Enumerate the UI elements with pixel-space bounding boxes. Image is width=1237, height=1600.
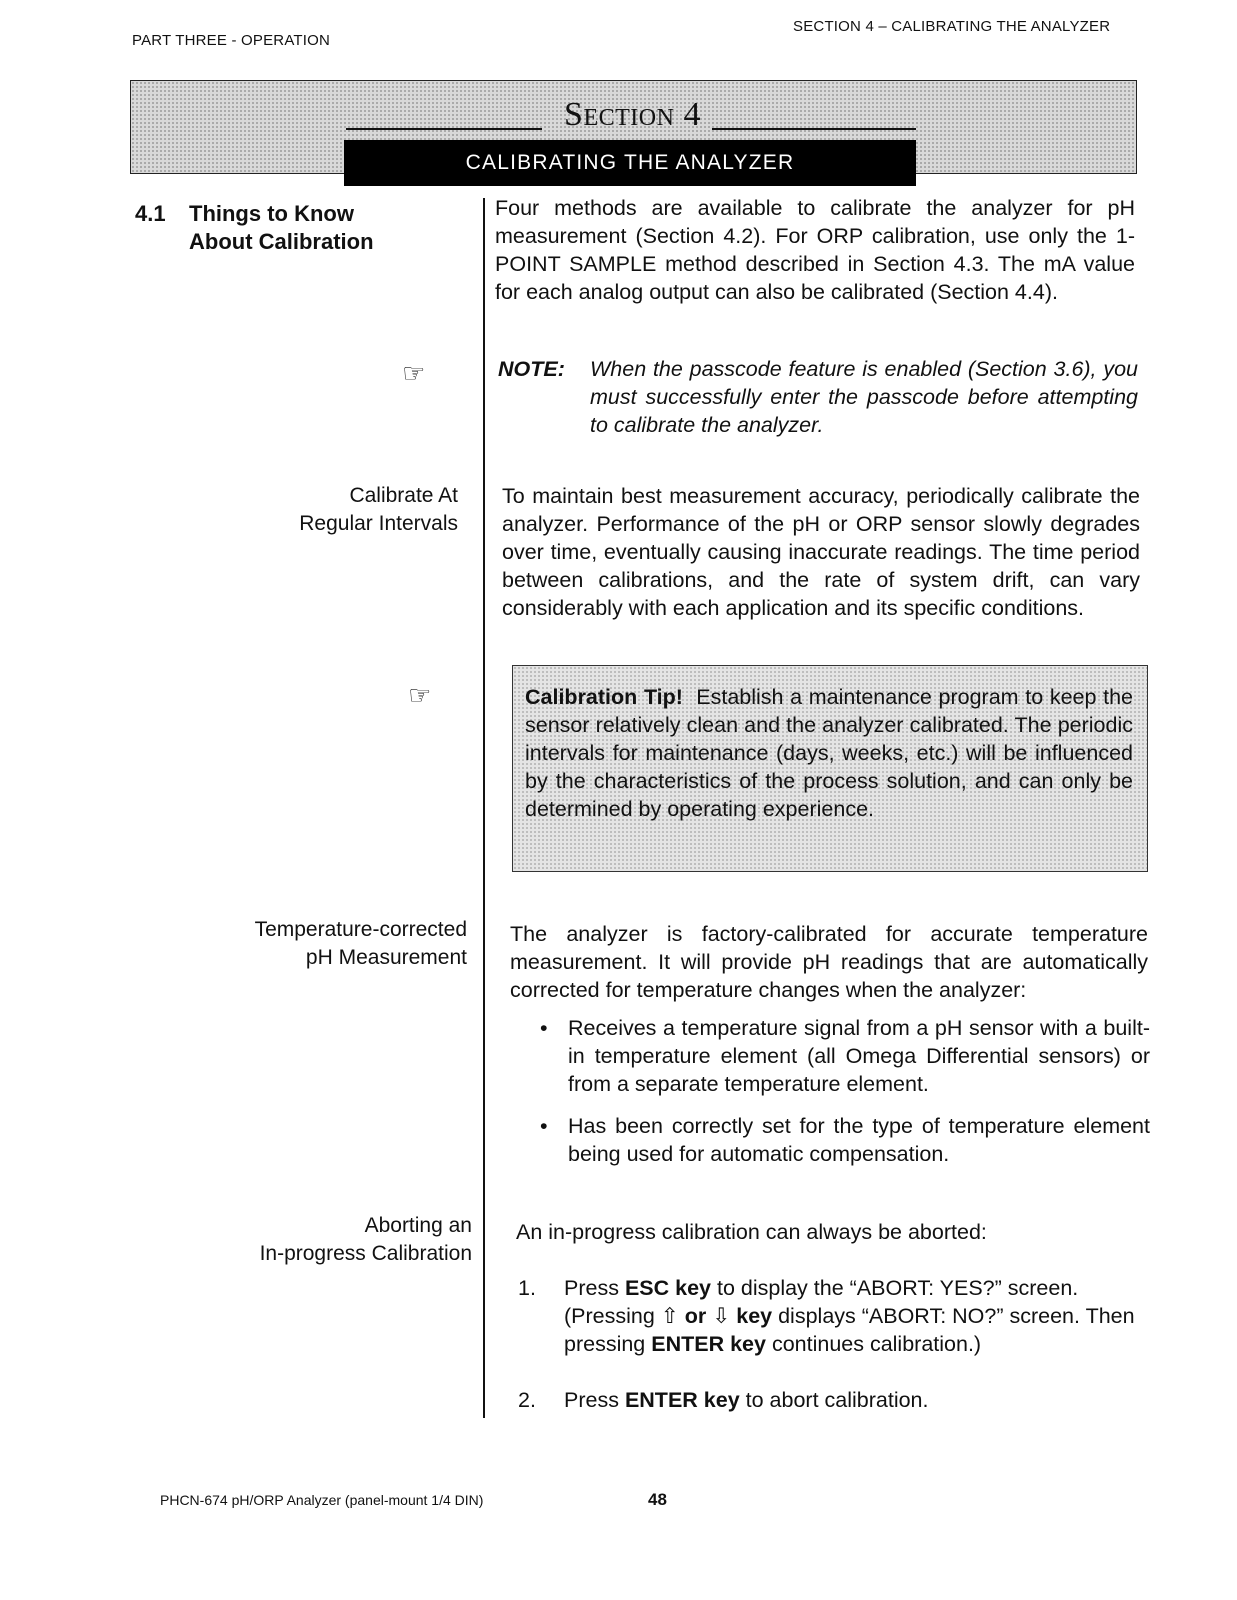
regular-paragraph: To maintain best measurement accuracy, periodically calibrate the analyzer. Performance of the pH or ORP sensor slowly degrades over time, eventually causing inaccurate readings. The time period between calibrations, and the rate of system drift, can vary considerably with each application and its specific conditions.	[502, 484, 1140, 620]
list-item: • Has been correctly set for the type of temperature element being used for automatic compensation.	[540, 1112, 1150, 1168]
note-text: When the passcode feature is enabled (Section 3.6), you must successfully enter the passcode before attempting to calibrate the analyzer.	[590, 357, 1138, 437]
step-text: ⇩	[706, 1304, 737, 1328]
abort-paragraph: An in-progress calibration can always be aborted:	[516, 1220, 987, 1244]
step-text: to display the “ABORT: YES?” screen. (Pressing ⇧	[564, 1276, 1079, 1328]
key-name: ESC key	[624, 1276, 711, 1300]
side-heading-regular-line1: Calibrate At	[349, 484, 458, 507]
heading-line1: Things to Know	[189, 201, 354, 226]
temperature-paragraph: The analyzer is factory-calibrated for accurate temperature measurement. It will provide pH readings that are automatically corrected for temperature changes when the analyzer:	[510, 922, 1148, 1002]
column-divider	[483, 198, 485, 1418]
section-subtitle: CALIBRATING THE ANALYZER	[465, 151, 795, 174]
intro-paragraph: Four methods are available to calibrate the analyzer for pH measurement (Section 4.2). For ORP calibration, use only the 1-POINT SAMPLE method described in Section 4.3. The mA value for each analog output can also be calibrated (Section 4.4).	[495, 196, 1135, 304]
abort-step-1	[518, 1274, 1158, 1358]
side-heading-regular-line2: Regular Intervals	[299, 512, 458, 535]
key-name: or	[684, 1304, 707, 1328]
key-name: ENTER key	[624, 1388, 740, 1412]
side-heading-temperature	[180, 916, 467, 972]
step-text: displays “ABORT: NO?” screen. Then pressing	[564, 1304, 1135, 1356]
pointing-hand-icon: ☞	[402, 358, 426, 388]
running-header-left: PART THREE - OPERATION	[132, 32, 331, 49]
heading-line2: About Calibration	[189, 229, 374, 254]
temperature-bullets	[540, 1014, 1150, 1182]
key-name: key	[736, 1304, 773, 1328]
running-header-right: SECTION 4 – CALIBRATING THE ANALYZER	[793, 18, 1111, 35]
step-text: Press	[564, 1276, 625, 1300]
tip-body: Establish a maintenance program to keep the sensor relatively clean and the analyzer calibrated. The periodic intervals for maintenance (days, weeks, etc.) will be influenced by the characteristics of the process solution, and can only be determined by operating experience.	[525, 685, 1133, 821]
abort-step-2	[518, 1386, 1158, 1414]
side-heading-temperature-line2: pH Measurement	[305, 946, 467, 969]
calibration-tip-text	[525, 683, 1133, 823]
side-heading-regular	[200, 482, 458, 538]
tip-label: Calibration Tip!	[525, 685, 683, 709]
side-heading-abort-line2: In-progress Calibration	[259, 1242, 472, 1265]
note-block	[498, 355, 1138, 439]
page-number: 48	[648, 1490, 667, 1509]
footer-product: PHCN-674 pH/ORP Analyzer (panel-mount 1/4 DIN)	[160, 1492, 484, 1508]
section-title: Section 4	[564, 96, 701, 133]
side-heading-abort	[180, 1212, 472, 1268]
step-text: to abort calibration.	[739, 1388, 929, 1412]
side-heading-abort-line1: Aborting an	[364, 1214, 472, 1237]
key-name: ENTER key	[651, 1332, 766, 1356]
note-label: NOTE:	[498, 357, 565, 381]
side-heading-temperature-line1: Temperature-corrected	[254, 918, 467, 941]
step-text: continues calibration.)	[765, 1332, 982, 1356]
step-text: Press	[564, 1388, 625, 1412]
list-item: • Receives a temperature signal from a pH sensor with a built-in temperature element (all Omega Differential sensors) or from a separate temperature element.	[540, 1014, 1150, 1098]
step-number: 1.	[518, 1276, 536, 1300]
step-number: 2.	[518, 1388, 536, 1412]
pointing-hand-icon: ☞	[408, 680, 432, 710]
section-subtitle-bar	[344, 140, 916, 186]
section-heading	[135, 200, 374, 256]
heading-number: 4.1	[135, 201, 166, 226]
